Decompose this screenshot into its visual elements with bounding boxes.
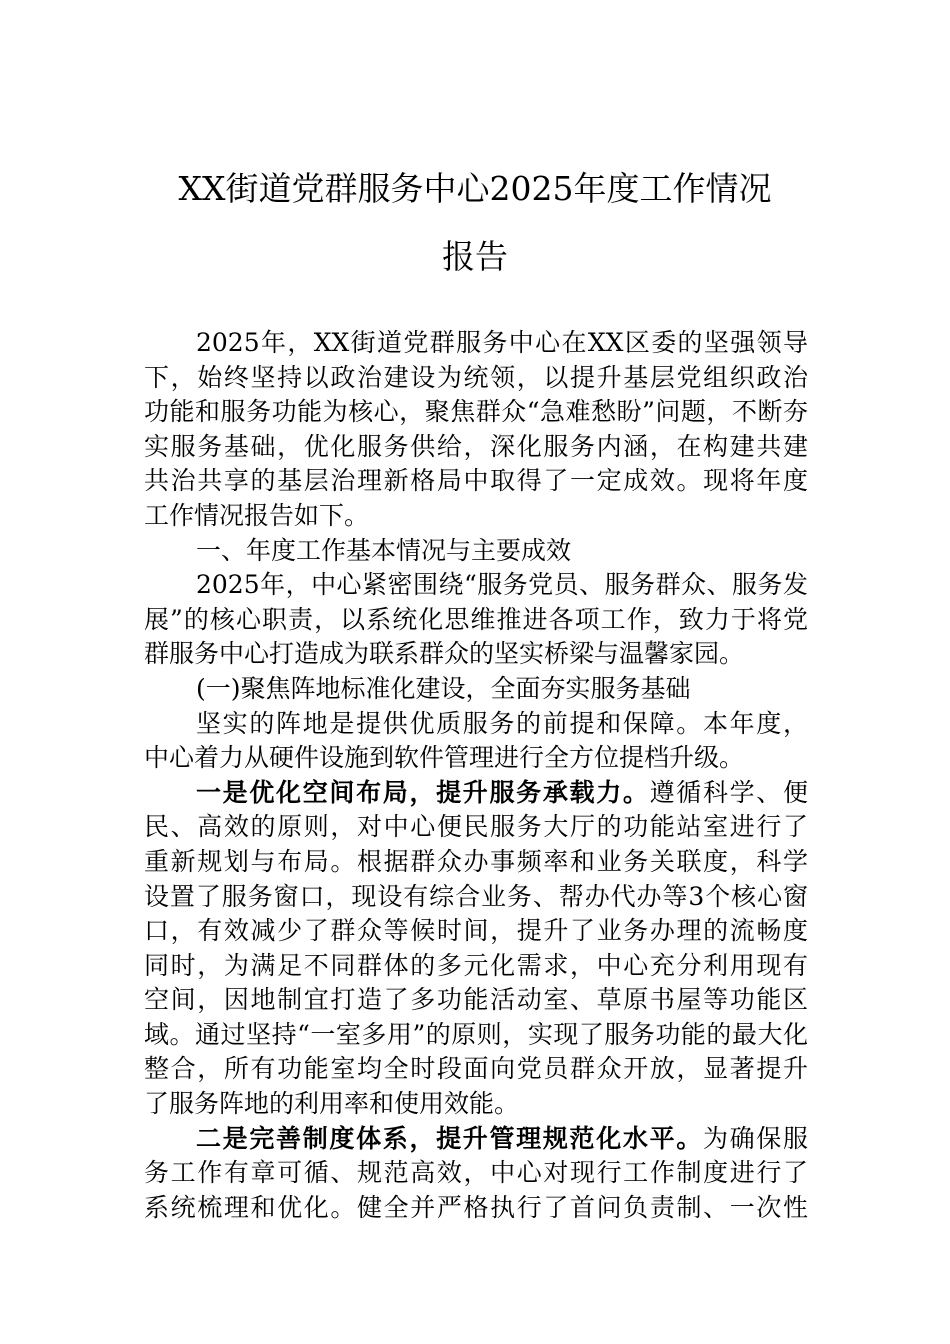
text-line: 工作情况报告如下。 <box>144 500 370 530</box>
text-line: 实服务基础，优化服务供给，深化服务内涵，在构建共建 <box>144 431 808 461</box>
text-line <box>144 776 808 811</box>
subsection-heading-1: (一)聚焦阵地标准化建设，全面夯实服务基础 <box>196 673 691 703</box>
text-line: 同时，为满足不同群体的多元化需求，中心充分利用现有 <box>144 950 808 980</box>
point-one-lead: 一是优化空间布局，提升服务承载力。 <box>196 777 650 807</box>
text-line: 中心着力从硬件设施到软件管理进行全方位提档升级。 <box>144 743 745 773</box>
text-line: 系统梳理和优化。健全并严格执行了首问负责制、一次性 <box>144 1192 808 1222</box>
point-two-first-rest: 为确保服 <box>702 1123 808 1153</box>
text-line: 民、高效的原则，对中心便民服务大厅的功能站室进行了 <box>144 812 808 842</box>
text-line: 空间，因地制宜打造了多功能活动室、草原书屋等功能区 <box>144 985 808 1015</box>
document-title-line-1: XX街道党群服务中心2025年度工作情况 <box>178 169 772 208</box>
text-line: 2025年，XX街道党群服务中心在XX区委的坚强领导 <box>196 328 808 357</box>
text-line: 功能和服务功能为核心，聚焦群众“急难愁盼”问题，不断夯 <box>144 397 808 427</box>
text-line: 2025年，中心紧密围绕“服务党员、服务群众、服务发 <box>196 570 808 600</box>
text-line: 了服务阵地的利用率和使用效能。 <box>144 1089 520 1119</box>
document-title-line-2: 报告 <box>442 237 508 276</box>
point-one-paragraph <box>144 776 808 1122</box>
section-1-paragraph <box>144 568 808 672</box>
point-one-first-rest: 遵循科学、便 <box>649 777 808 807</box>
text-line: 整合，所有功能室均全时段面向党员群众开放，显著提升 <box>144 1054 808 1084</box>
intro-paragraph <box>144 326 808 534</box>
text-line <box>144 1122 808 1157</box>
text-line: 展”的核心职责，以系统化思维推进各项工作，致力于将党 <box>144 604 808 634</box>
text-line: 群服务中心打造成为联系群众的坚实桥梁与温馨家园。 <box>144 639 745 669</box>
text-line: 下，始终坚持以政治建设为统领，以提升基层党组织政治 <box>144 362 808 392</box>
subsection-1-intro-paragraph <box>144 707 808 776</box>
text-line: 域。通过坚持“一室多用”的原则，实现了服务功能的最大化 <box>144 1019 808 1049</box>
text-line: 设置了服务窗口，现设有综合业务、帮办代办等3个核心窗 <box>144 881 808 911</box>
text-line: 重新规划与布局。根据群众办事频率和业务关联度，科学 <box>144 846 808 876</box>
text-line: 共治共享的基层治理新格局中取得了一定成效。现将年度 <box>144 466 808 496</box>
section-heading-1: 一、年度工作基本情况与主要成效 <box>196 535 572 565</box>
text-line: 口，有效减少了群众等候时间，提升了业务办理的流畅度 <box>144 916 808 946</box>
text-line: 务工作有章可循、规范高效，中心对现行工作制度进行了 <box>144 1158 808 1188</box>
document-body <box>144 326 808 1225</box>
text-line: 坚实的阵地是提供优质服务的前提和保障。本年度， <box>196 708 808 738</box>
point-two-lead: 二是完善制度体系，提升管理规范化水平。 <box>196 1123 703 1153</box>
point-two-paragraph <box>144 1122 808 1226</box>
